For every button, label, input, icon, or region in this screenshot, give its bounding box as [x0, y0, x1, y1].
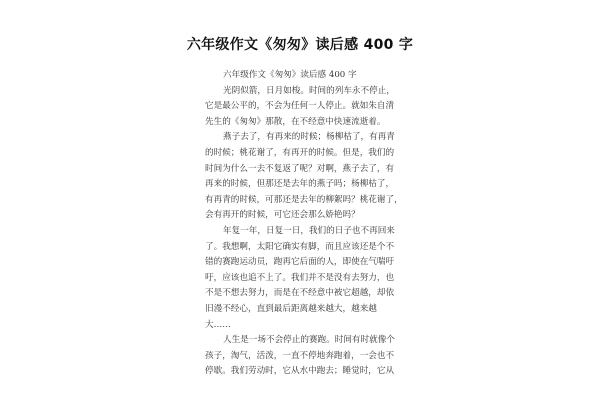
paragraph [205, 130, 403, 224]
text-line: 六年级作文《匆匆》读后感 400 字 [223, 70, 357, 80]
text-line: 了。我想啊，太阳它确实有脚，而且应该还是个不 [205, 241, 395, 252]
text-line: 燕子去了，有再来的时候；杨柳枯了，有再青 [223, 132, 395, 143]
text-line: 吁，应该也追不上了。我们并不是没有去努力，也 [205, 272, 395, 283]
text-line: 人生是一场不会停止的赛跑。时间有时就像个 [223, 335, 395, 346]
text-line: 不是不想去努力，而是在不经意中被它超越，却依 [205, 288, 395, 299]
text-line: 年复一年，日复一日，我们的日子也不再回来 [223, 225, 395, 236]
article-heading [205, 68, 400, 84]
text-line: 的时候；桃花谢了，有再开的时候。但是，我们的 [205, 147, 395, 158]
text-line: 先生的《匆匆》那散，在不经意中快速流逝着。 [205, 116, 386, 127]
text-line: 它是最公平的，不会为任何一人停止。就如朱自清 [205, 101, 395, 112]
text-line: 孩子，淘气，活泼，一直不停地奔跑着，一会也不 [205, 350, 395, 361]
text-line: 旧漫不经心，直到最后距离越来越大，越来越 [205, 303, 377, 314]
paragraph [205, 333, 400, 380]
text-line: 错的赛跑运动员，跑再它后面的人，即使在气喘吁 [205, 257, 395, 268]
article-body [205, 68, 403, 380]
text-line: 停歇。我们劳动时，它从水中跑去；睡觉时，它从 [205, 366, 395, 377]
text-line: 再来的时候，但那还是去年的燕子吗；杨柳枯了， [205, 179, 395, 190]
text-line: 会有再开的时候，可它还会那么娇艳吗？ [205, 210, 360, 221]
text-line: 时间为什么一去不复返了呢？对啊，燕子去了，有 [205, 163, 395, 174]
text-line: 光阴似箭，日月如梭。时间的列车永不停止， [223, 85, 395, 96]
page-title: 六年级作文《匆匆》读后感 400 字 [186, 37, 414, 53]
paragraph [205, 84, 400, 131]
paragraph [205, 224, 400, 333]
text-line: 有再青的时候，可那还是去年的柳絮吗？桃花谢了， [205, 194, 403, 205]
text-line: 大…… [205, 319, 231, 330]
